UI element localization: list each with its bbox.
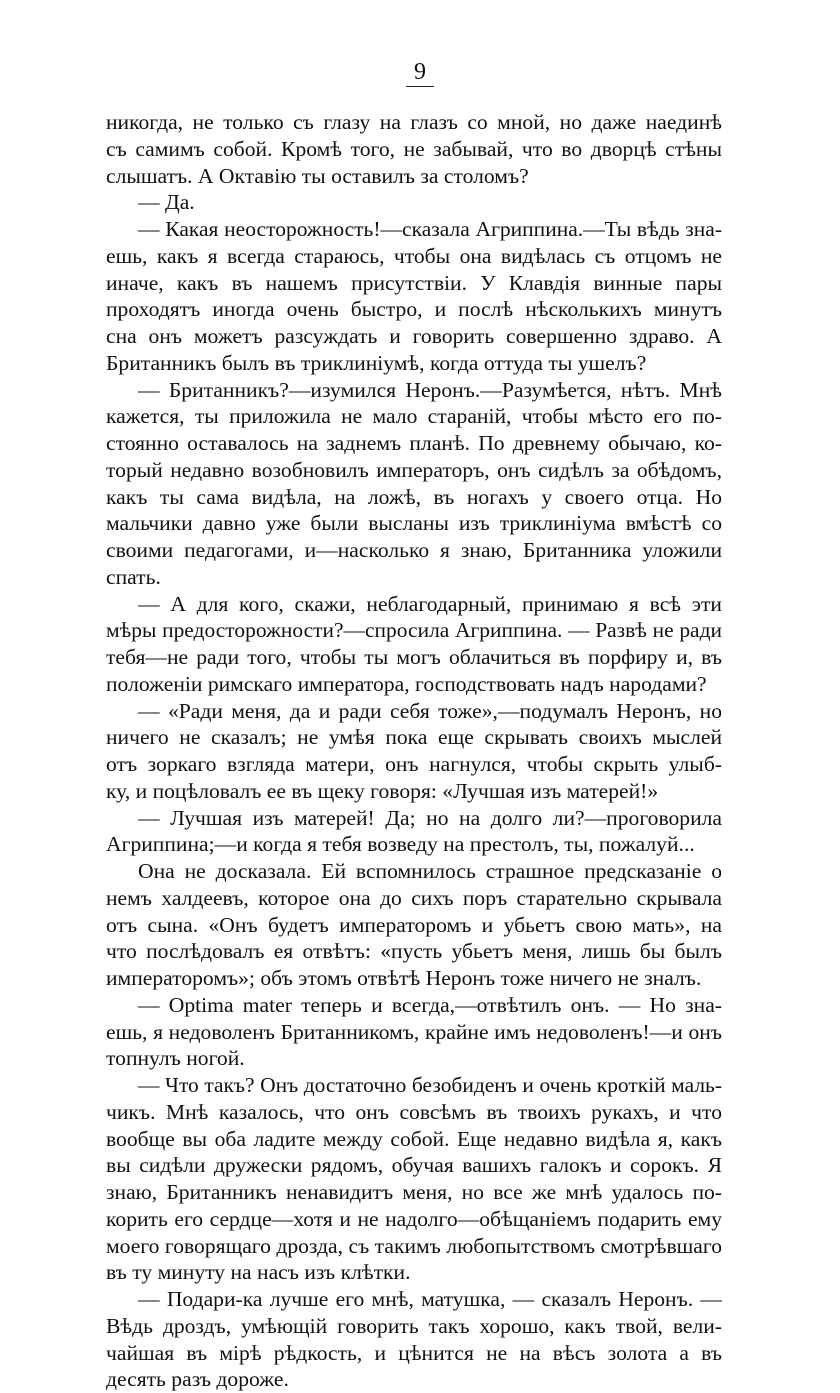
- text-line: Британникъ былъ въ триклиніумѣ, когда оттуда ты ушелъ?: [106, 350, 647, 375]
- page-number-text: 9: [406, 58, 434, 87]
- text-line: иначе, какъ въ нашемъ присутствіи. У Клавдія винные пары: [106, 270, 722, 295]
- text-line: отъ зоркаго взгляда матери, онъ нагнулся, чтобы скрыть улыб-: [106, 752, 722, 776]
- text-line: съ самимъ собой. Кромѣ того, не забывай, что во дворцѣ стѣны: [106, 136, 722, 161]
- text-line: ничего не сказалъ; не умѣя пока еще скрывать своихъ мыслей: [106, 725, 722, 750]
- text-line: спать.: [106, 564, 161, 589]
- text-line: топнулъ ногой.: [106, 1046, 245, 1071]
- text-line: чикъ. Мнѣ казалось, что онъ совсѣмъ въ твоихъ рукахъ, и что: [106, 1099, 722, 1124]
- text-line: вы сидѣли дружески рядомъ, обучая вашихъ галокъ и сорокъ. Я: [106, 1153, 722, 1178]
- text-line: стоянно оставалось на заднемъ планѣ. По древнему обычаю, ко-: [106, 431, 722, 455]
- text-line: тебя—не ради того, чтобы ты могъ облачиться въ порфиру и, въ: [106, 645, 722, 669]
- text-line: — Какая неосторожность!—сказала Агриппина.—Ты вѣдь зна-: [138, 217, 722, 241]
- text-line: сна онъ можетъ разсуждать и говорить совершенно здраво. А: [106, 324, 722, 348]
- text-line: Вѣдь дроздъ, умѣющій говорить такъ хорошо, какъ твой, вели-: [106, 1313, 722, 1338]
- text-line: въ ту минуту на насъ изъ клѣтки.: [106, 1260, 411, 1285]
- text-line: мальчики давно уже были высланы изъ триклиніума вмѣстѣ со: [106, 511, 722, 536]
- text-line: отъ сына. «Онъ будетъ императоромъ и убьетъ свою мать», на: [106, 912, 722, 937]
- text-line: — А для кого, скажи, неблагодарный, принимаю я всѣ эти: [138, 591, 722, 616]
- text-line: императоромъ»; объ этомъ отвѣтѣ Неронъ тоже ничего не зналъ.: [106, 966, 702, 990]
- text-line: торый недавно возобновилъ императоръ, онъ сидѣлъ за обѣдомъ,: [106, 457, 722, 482]
- text-line: — Optima mater теперь и всегда,—отвѣтилъ онъ. — Но зна-: [138, 992, 722, 1017]
- text-line: своими педагогами, и—насколько я знаю, Британника уложили: [106, 538, 722, 562]
- text-line: чайшая въ мірѣ рѣдкость, и цѣнится не на вѣсъ золота а въ: [106, 1340, 722, 1365]
- text-line: моего говорящаго дрозда, съ такимъ любопытствомъ смотрѣвшаго: [106, 1233, 722, 1258]
- text-line: никогда, не только съ глазу на глазъ со мной, но даже наединѣ: [106, 110, 722, 134]
- body-text: [106, 109, 722, 1393]
- text-line: ешь, я недоволенъ Британникомъ, крайне имъ недоволенъ!—и онъ: [106, 1019, 722, 1044]
- text-line: слышатъ. А Октавію ты оставилъ за столомъ?: [106, 163, 529, 188]
- text-line: корить его сердце—хотя и не надолго—обѣщаніемъ подарить ему: [106, 1206, 722, 1231]
- text-line: ку, и поцѣловалъ ее въ щеку говоря: «Лучшая изъ матерей!»: [106, 778, 659, 803]
- text-line: — Что такъ? Онъ достаточно безобиденъ и очень кроткій маль-: [138, 1073, 722, 1097]
- text-line: вообще вы оба ладите между собой. Еще недавно видѣла я, какъ: [106, 1126, 722, 1151]
- text-line: что послѣдовалъ ея отвѣтъ: «пусть убьетъ меня, лишь бы былъ: [106, 939, 722, 964]
- text-line: немъ халдеевъ, которое она до сихъ поръ старательно скрывала: [106, 885, 722, 910]
- text-line: мѣры предосторожности?—спросила Агриппина. — Развѣ не ради: [106, 618, 722, 643]
- text-line: — Британникъ?—изумился Неронъ.—Разумѣется, нѣтъ. Мнѣ: [138, 377, 722, 402]
- text-line: — Лучшая изъ матерей! Да; но на долго ли?—проговорила: [138, 805, 722, 830]
- text-line: кажется, ты приложила не мало стараній, чтобы мѣсто его по-: [106, 404, 722, 429]
- text-line: Агриппина;—и когда я тебя возведу на престолъ, ты, пожалуй...: [106, 832, 695, 857]
- text-line: положеніи римскаго императора, господствовать надъ народами?: [106, 671, 707, 696]
- page-number: [0, 58, 840, 87]
- text-line: какъ ты сама видѣла, на ложѣ, въ ногахъ у своего отца. Но: [106, 484, 722, 509]
- text-line: — Подари-ка лучше его мнѣ, матушка, — сказалъ Неронъ. —: [138, 1287, 722, 1311]
- text-line: — Да.: [138, 190, 195, 215]
- text-line: — «Ради меня, да и ради себя тоже»,—подумалъ Неронъ, но: [138, 698, 722, 723]
- text-line: знаю, Британникъ ненавидитъ меня, но все же мнѣ удалось по-: [106, 1180, 722, 1204]
- text-line: ешь, какъ я всегда стараюсь, чтобы она видѣлась съ отцомъ не: [106, 243, 722, 268]
- text-line: проходятъ иногда очень быстро, и послѣ нѣсколькихъ минутъ: [106, 297, 722, 322]
- text-line: Она не досказала. Ей вспомнилось страшное предсказаніе о: [138, 859, 722, 883]
- text-line: десять разъ дороже.: [106, 1367, 289, 1392]
